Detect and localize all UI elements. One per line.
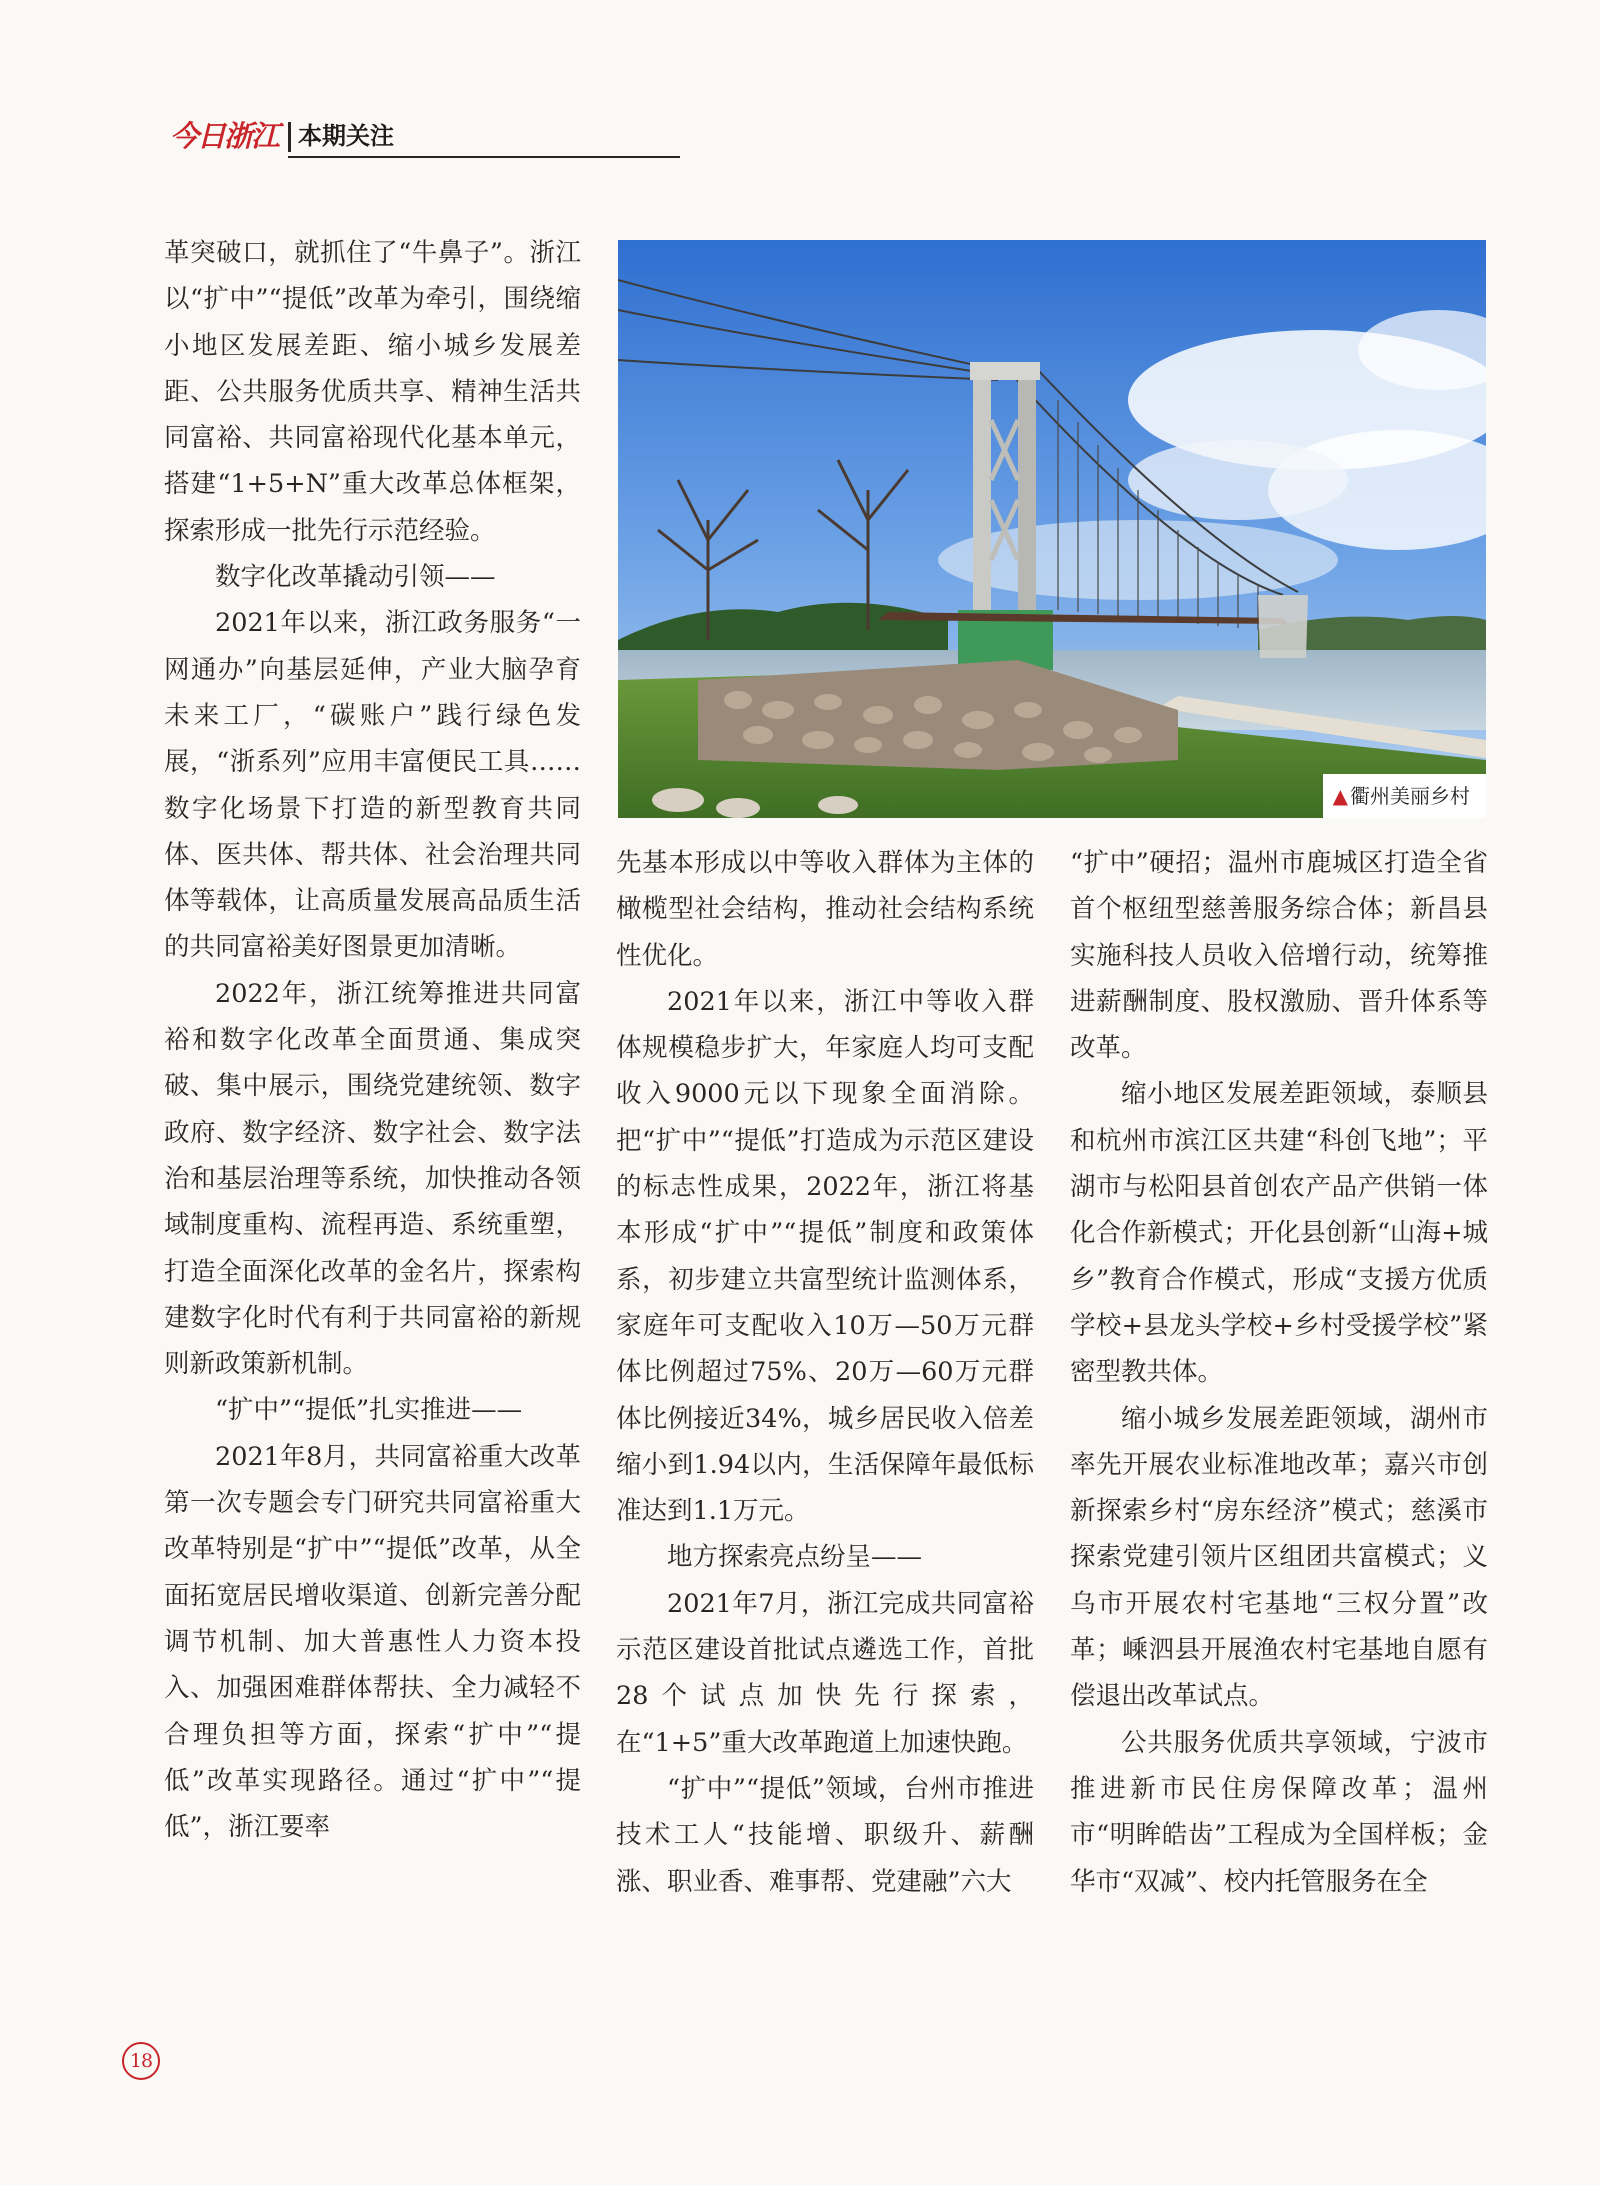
caption-text: 衢州美丽乡村 [1350, 784, 1470, 808]
text-column-2 [616, 840, 1034, 1905]
paragraph: 2021年以来，浙江中等收入群体规模稳步扩大，年家庭人均可支配收入9000元以下现象全面消除。把“扩中”“提低”打造成为示范区建设的标志性成果，2022年，浙江将基本形成“扩中”“提低”制度和政策体系，初步建立共富型统计监测体系，家庭年可支配收入10万—50万元群体比例超过75%、20万—60万元群体比例接近34%，城乡居民收入倍差缩小到1.94以内，生活保障年最低标准达到1.1万元。 [616, 986, 1034, 1527]
header-divider [288, 122, 291, 152]
paragraph: 缩小城乡发展差距领域，湖州市率先开展农业标准地改革；嘉兴市创新探索乡村“房东经济”模式；慈溪市探索党建引领片区组团共富模式；义乌市开展农村宅基地“三权分置”改革；嵊泗县开展渔农村宅基地自愿有偿退出改革试点。 [1070, 1403, 1488, 1712]
triangle-icon: ▲ [1332, 784, 1348, 808]
header-underline [288, 156, 680, 158]
paragraph: “扩中”“提低”领域，台州市推进技术工人“技能增、职级升、薪酬涨、职业香、难事帮、党建融”六大 [616, 1773, 1034, 1897]
section-title: 本期关注 [298, 122, 394, 150]
subheading: “扩中”“提低”扎实推进—— [215, 1395, 523, 1426]
paragraph: 公共服务优质共享领域，宁波市推进新市民住房保障改革；温州市“明眸皓齿”工程成为全国样板；金华市“双减”、校内托管服务在全 [1070, 1727, 1488, 1897]
page-header [170, 118, 510, 158]
magazine-logo: 今日浙江 [170, 119, 279, 153]
paragraph: 缩小地区发展差距领域，泰顺县和杭州市滨江区共建“科创飞地”；平湖市与松阳县首创农产品产供销一体化合作新模式；开化县创新“山海+城乡”教育合作模式，形成“支援方优质学校+县龙头学校+乡村受援学校”紧密型教共体。 [1070, 1079, 1488, 1388]
paragraph: 先基本形成以中等收入群体为主体的橄榄型社会结构，推动社会结构系统性优化。 [616, 848, 1034, 971]
subheading: 地方探索亮点纷呈—— [667, 1542, 923, 1573]
text-column-1 [164, 230, 581, 1850]
text-column-3 [1070, 840, 1488, 1905]
subheading: 数字化改革撬动引领—— [215, 562, 496, 593]
paragraph: 革突破口，就抓住了“牛鼻子”。浙江以“扩中”“提低”改革为牵引，围绕缩小地区发展差距、缩小城乡发展差距、公共服务优质共享、精神生活共同富裕、共同富裕现代化基本单元，搭建“1+5+N”重大改革总体框架，探索形成一批先行示范经验。 [164, 238, 581, 546]
paragraph: 2021年7月，浙江完成共同富裕示范区建设首批试点遴选工作，首批28个试点加快先行探索，在“1+5”重大改革跑道上加速快跑。 [616, 1588, 1034, 1758]
paragraph: “扩中”硬招；温州市鹿城区打造全省首个枢纽型慈善服务综合体；新昌县实施科技人员收入倍增行动，统筹推进薪酬制度、股权激励、晋升体系等改革。 [1070, 848, 1488, 1064]
paragraph: 2022年，浙江统筹推进共同富裕和数字化改革全面贯通、集成突破、集中展示，围绕党建统领、数字政府、数字经济、数字社会、数字法治和基层治理等系统，加快推动各领域制度重构、流程再造、系统重塑，打造全面深化改革的金名片，探索构建数字化时代有利于共同富裕的新规则新政策新机制。 [164, 978, 581, 1380]
page-number: 18 [122, 2042, 160, 2080]
photo-caption [1323, 774, 1486, 818]
village-bridge-photo [618, 240, 1486, 818]
photo-illustration [618, 240, 1486, 818]
paragraph: 2021年以来，浙江政务服务“一网通办”向基层延伸，产业大脑孕育未来工厂，“碳账户”践行绿色发展，“浙系列”应用丰富便民工具……数字化场景下打造的新型教育共同体、医共体、帮共体、社会治理共同体等载体，让高质量发展高品质生活的共同富裕美好图景更加清晰。 [164, 608, 581, 963]
paragraph: 2021年8月，共同富裕重大改革第一次专题会专门研究共同富裕重大改革特别是“扩中”“提低”改革，从全面拓宽居民增收渠道、创新完善分配调节机制、加大普惠性人力资本投入、加强困难群体帮扶、全力减轻不合理负担等方面，探索“扩中”“提低”改革实现路径。通过“扩中”“提低”，浙江要率 [164, 1441, 581, 1843]
